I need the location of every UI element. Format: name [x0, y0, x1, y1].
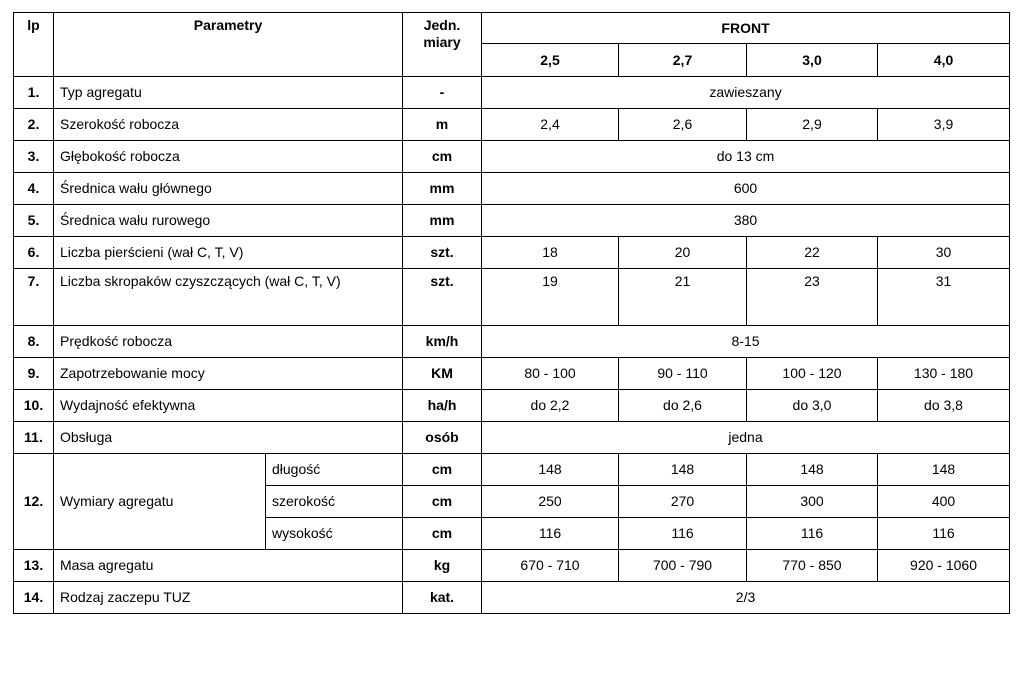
row-number: 3.: [14, 141, 54, 173]
table-row: [14, 358, 1010, 390]
table-row: [14, 237, 1010, 269]
row-number: 4.: [14, 173, 54, 205]
row-param: Średnica wału głównego: [54, 173, 403, 205]
spec-table: [13, 12, 1010, 614]
row-param: Typ agregatu: [54, 77, 403, 109]
row-value: 22: [747, 237, 878, 269]
row-value: 148: [619, 454, 747, 486]
row-unit: km/h: [403, 326, 482, 358]
row-unit: KM: [403, 358, 482, 390]
row-param: Zapotrzebowanie mocy: [54, 358, 403, 390]
row-number: 2.: [14, 109, 54, 141]
row-value: 2,6: [619, 109, 747, 141]
row-param: Rodzaj zaczepu TUZ: [54, 582, 403, 614]
row-value: 770 - 850: [747, 550, 878, 582]
row-unit: m: [403, 109, 482, 141]
row-value-all: 2/3: [482, 582, 1010, 614]
header-parametry: Parametry: [54, 13, 403, 77]
row-value: 100 - 120: [747, 358, 878, 390]
header-front: FRONT: [482, 13, 1010, 44]
row-value: 130 - 180: [878, 358, 1010, 390]
row-unit: osób: [403, 422, 482, 454]
row-unit: kg: [403, 550, 482, 582]
row-value-all: 380: [482, 205, 1010, 237]
row-unit: cm: [403, 141, 482, 173]
row-subparam: szerokość: [266, 486, 403, 518]
row-unit: cm: [403, 518, 482, 550]
row-value: do 2,6: [619, 390, 747, 422]
table-row: [14, 269, 1010, 326]
row-value: 148: [747, 454, 878, 486]
row-param: Liczba skropaków czyszczących (wał C, T, V): [54, 269, 403, 326]
header-lp: lp: [14, 13, 54, 77]
header-row-1: [14, 13, 1010, 44]
table-row: [14, 109, 1010, 141]
row-unit: szt.: [403, 237, 482, 269]
row-unit: ha/h: [403, 390, 482, 422]
row-param: Prędkość robocza: [54, 326, 403, 358]
row-unit: mm: [403, 205, 482, 237]
row-subparam: wysokość: [266, 518, 403, 550]
table-row: [14, 582, 1010, 614]
table-row: [14, 454, 1010, 486]
table-row: [14, 326, 1010, 358]
row-number: 5.: [14, 205, 54, 237]
row-value: 116: [747, 518, 878, 550]
row-param: Głębokość robocza: [54, 141, 403, 173]
row-value-all: do 13 cm: [482, 141, 1010, 173]
row-param: Wymiary agregatu: [54, 454, 266, 550]
row-value: do 3,0: [747, 390, 878, 422]
row-value: 23: [747, 269, 878, 326]
row-number: 13.: [14, 550, 54, 582]
row-number: 11.: [14, 422, 54, 454]
row-value: 80 - 100: [482, 358, 619, 390]
row-number: 7.: [14, 269, 54, 326]
row-value: 21: [619, 269, 747, 326]
row-value: 920 - 1060: [878, 550, 1010, 582]
row-number: 1.: [14, 77, 54, 109]
header-model: 2,5: [482, 44, 619, 77]
row-unit: mm: [403, 173, 482, 205]
row-value: 3,9: [878, 109, 1010, 141]
row-value-all: jedna: [482, 422, 1010, 454]
header-jedn-text: Jedn. miary: [423, 17, 461, 50]
row-value-all: 600: [482, 173, 1010, 205]
row-value: 116: [482, 518, 619, 550]
row-value: 116: [878, 518, 1010, 550]
row-value: 2,9: [747, 109, 878, 141]
row-unit: kat.: [403, 582, 482, 614]
row-number: 9.: [14, 358, 54, 390]
row-value: 148: [482, 454, 619, 486]
row-unit: cm: [403, 454, 482, 486]
header-model: 2,7: [619, 44, 747, 77]
table-row: [14, 550, 1010, 582]
row-value: 300: [747, 486, 878, 518]
table-row: [14, 173, 1010, 205]
row-value: 400: [878, 486, 1010, 518]
row-number: 12.: [14, 454, 54, 550]
row-number: 6.: [14, 237, 54, 269]
table-row: [14, 141, 1010, 173]
table-row: [14, 422, 1010, 454]
row-unit: cm: [403, 486, 482, 518]
row-value-all: zawieszany: [482, 77, 1010, 109]
row-param: Wydajność efektywna: [54, 390, 403, 422]
row-number: 14.: [14, 582, 54, 614]
row-value: 90 - 110: [619, 358, 747, 390]
row-subparam: długość: [266, 454, 403, 486]
header-model: 3,0: [747, 44, 878, 77]
table-row: [14, 205, 1010, 237]
row-value: 670 - 710: [482, 550, 619, 582]
row-param: Liczba pierścieni (wał C, T, V): [54, 237, 403, 269]
row-value: 116: [619, 518, 747, 550]
row-value: do 2,2: [482, 390, 619, 422]
row-param: Średnica wału rurowego: [54, 205, 403, 237]
row-value: do 3,8: [878, 390, 1010, 422]
table-row: [14, 77, 1010, 109]
table-row: [14, 390, 1010, 422]
header-model: 4,0: [878, 44, 1010, 77]
row-value: 700 - 790: [619, 550, 747, 582]
row-value-all: 8-15: [482, 326, 1010, 358]
row-value: 31: [878, 269, 1010, 326]
header-jedn-miary: [403, 13, 482, 77]
row-value: 148: [878, 454, 1010, 486]
row-unit: szt.: [403, 269, 482, 326]
row-value: 18: [482, 237, 619, 269]
row-param: Obsługa: [54, 422, 403, 454]
row-number: 10.: [14, 390, 54, 422]
row-value: 250: [482, 486, 619, 518]
row-value: 2,4: [482, 109, 619, 141]
row-value: 19: [482, 269, 619, 326]
row-value: 20: [619, 237, 747, 269]
row-number: 8.: [14, 326, 54, 358]
row-param: Szerokość robocza: [54, 109, 403, 141]
row-value: 30: [878, 237, 1010, 269]
row-unit: -: [403, 77, 482, 109]
row-param: Masa agregatu: [54, 550, 403, 582]
row-value: 270: [619, 486, 747, 518]
